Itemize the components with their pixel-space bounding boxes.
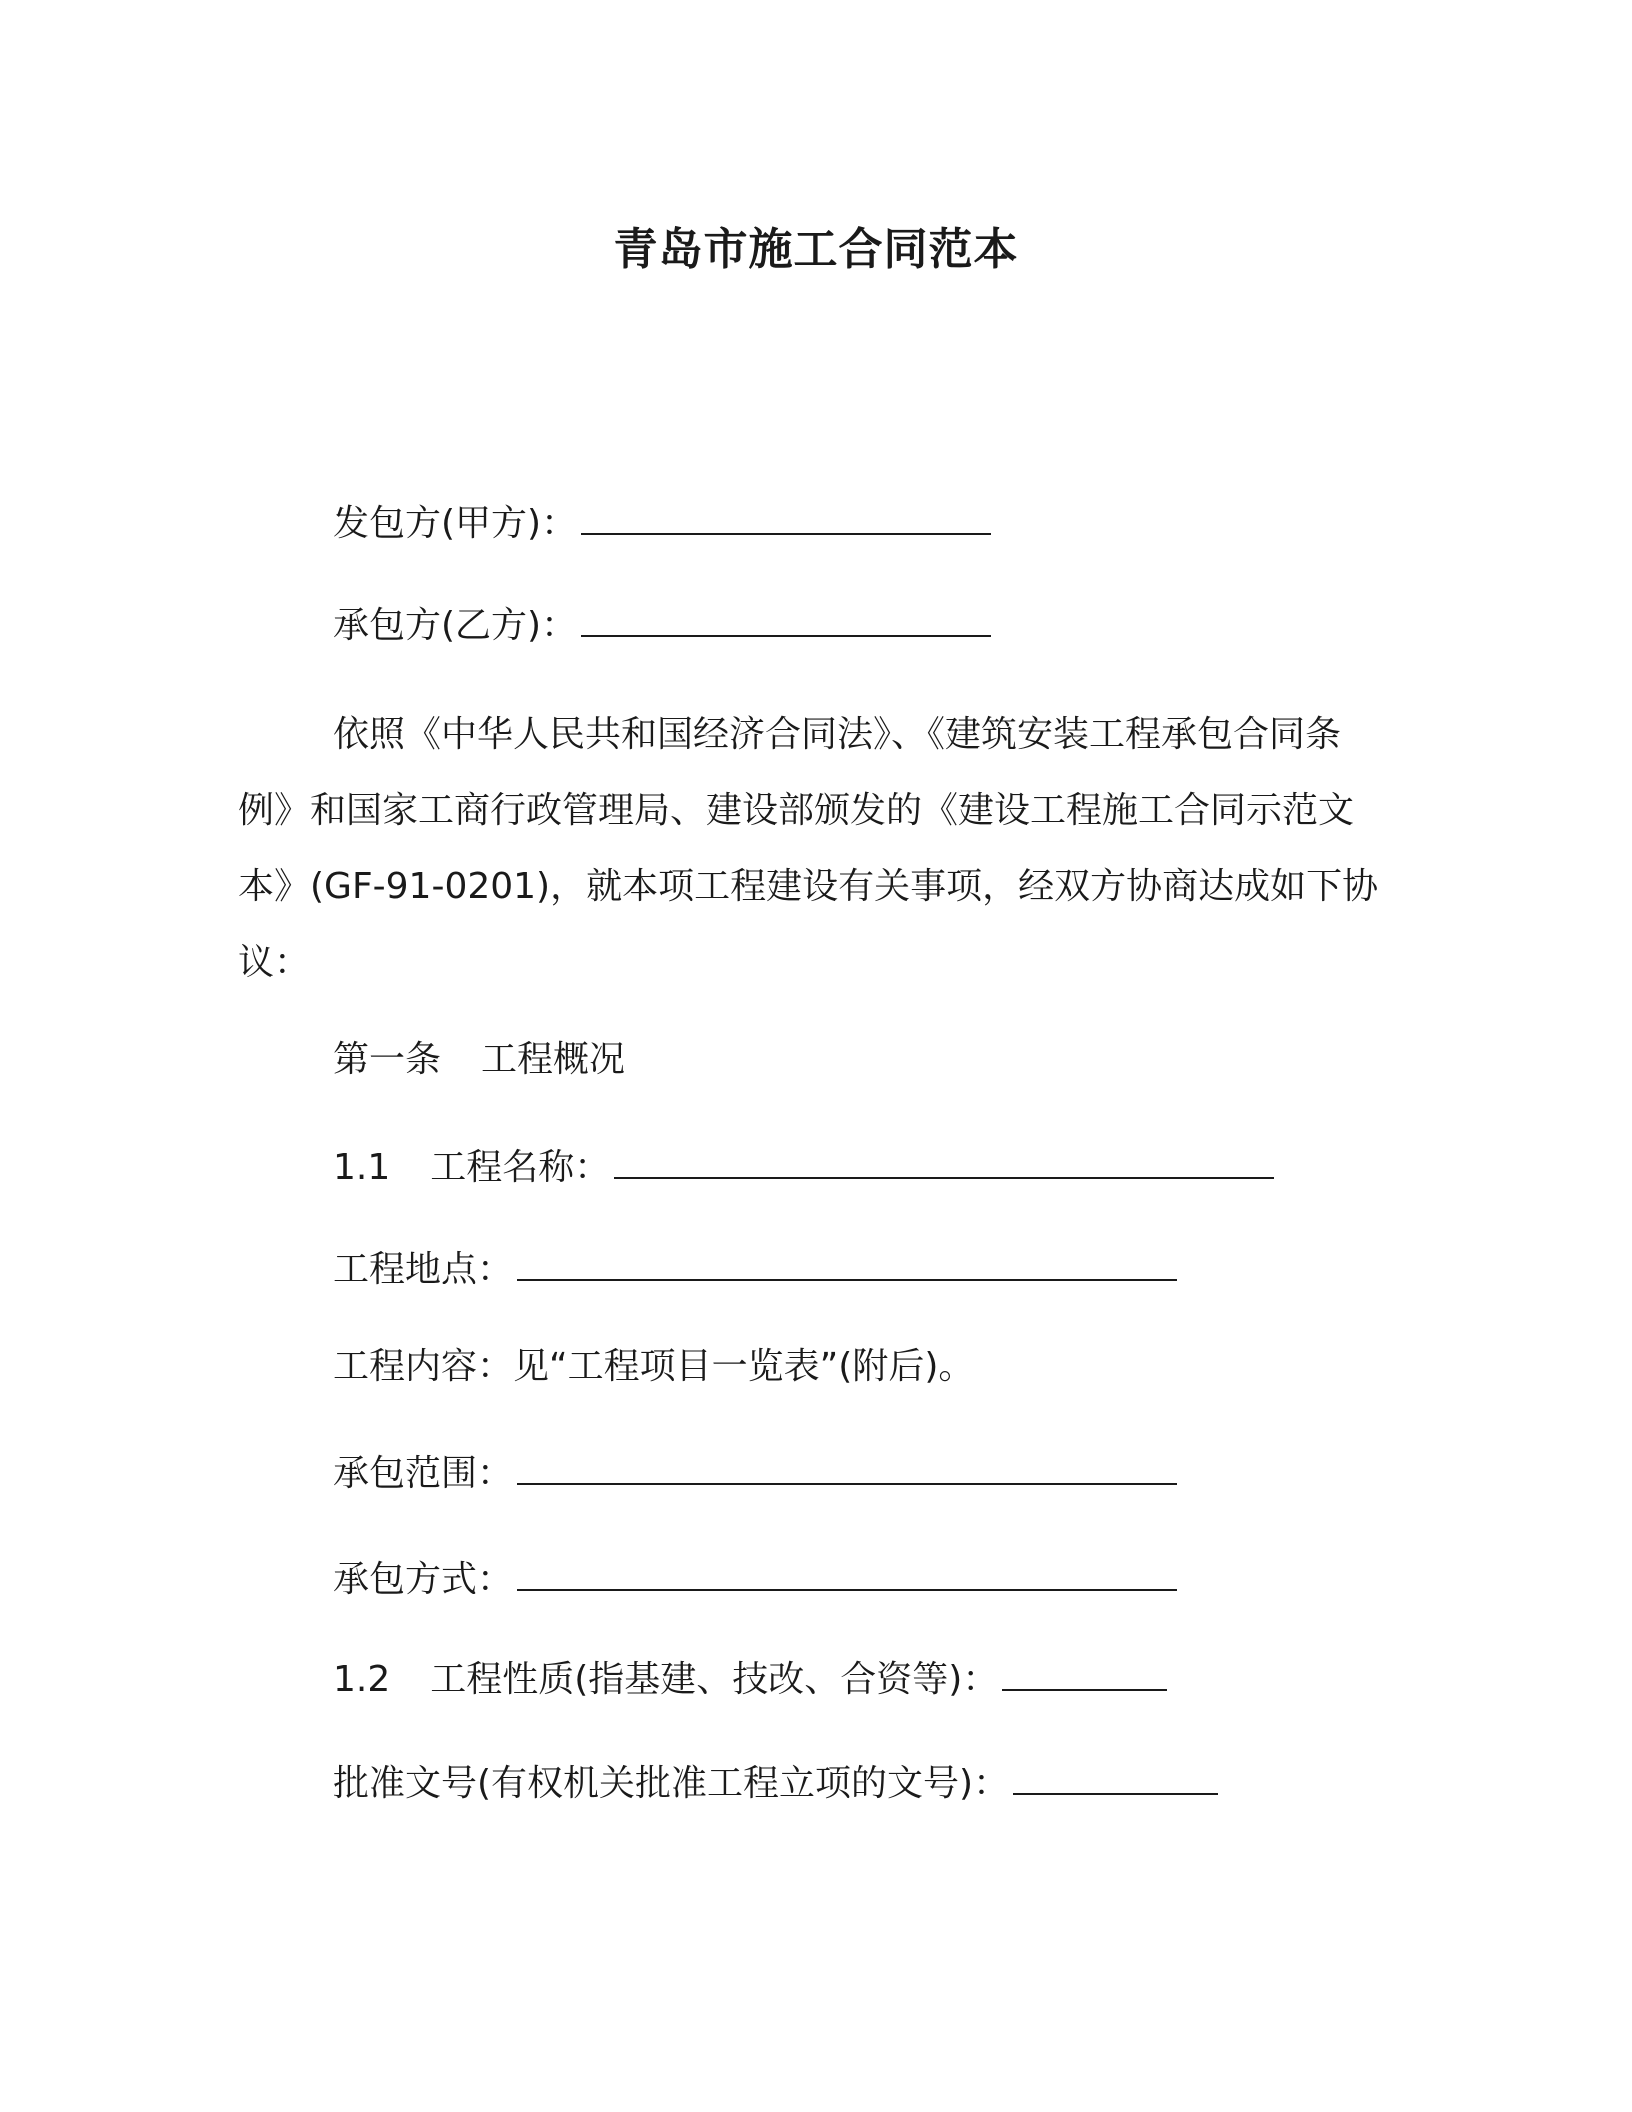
party-b-line (333, 602, 991, 650)
article-1-number: 第一条 (333, 1039, 442, 1080)
content-line (333, 1343, 974, 1391)
document-title: 青岛市施工合同范本 (613, 224, 1019, 275)
item-1-1-line (333, 1144, 1274, 1192)
article-1-title: 工程概况 (481, 1039, 626, 1080)
method-blank (517, 1559, 1177, 1591)
project-nature-label: 工程性质(指基建、技改、合资等)： (430, 1659, 999, 1700)
method-line (333, 1556, 1177, 1604)
party-b-blank (581, 605, 991, 637)
party-b-label: 承包方(乙方)： (333, 605, 578, 646)
preamble-paragraph (238, 697, 1388, 1001)
party-a-blank (581, 503, 991, 535)
scope-blank (517, 1453, 1177, 1485)
item-1-1-number: 1.1 (333, 1147, 391, 1188)
article-1-heading (333, 1036, 625, 1084)
item-1-2-line (333, 1656, 1167, 1704)
party-a-line (333, 500, 991, 548)
method-label: 承包方式： (333, 1559, 514, 1600)
scope-line (333, 1450, 1177, 1498)
preamble-text: 依照《中华人民共和国经济合同法》、《建筑安装工程承包合同条例》和国家工商行政管理局、建设部颁发的《建设工程施工合同示范文本》(GF-91-0201)，就本项工程建设有关事项，经双方协商达成如下协议： (238, 714, 1379, 983)
content-text: 工程内容：见“工程项目一览表”(附后)。 (333, 1346, 975, 1387)
project-nature-blank (1002, 1659, 1167, 1691)
item-1-2-number: 1.2 (333, 1659, 391, 1700)
location-blank (517, 1249, 1177, 1281)
project-name-blank (614, 1147, 1274, 1179)
location-line (333, 1246, 1177, 1294)
scope-label: 承包范围： (333, 1453, 514, 1494)
project-name-label: 工程名称： (430, 1147, 611, 1188)
location-label: 工程地点： (333, 1249, 514, 1290)
approval-line (333, 1760, 1218, 1808)
approval-label: 批准文号(有权机关批准工程立项的文号)： (333, 1763, 1010, 1804)
approval-blank (1013, 1763, 1218, 1795)
party-a-label: 发包方(甲方)： (333, 503, 578, 544)
